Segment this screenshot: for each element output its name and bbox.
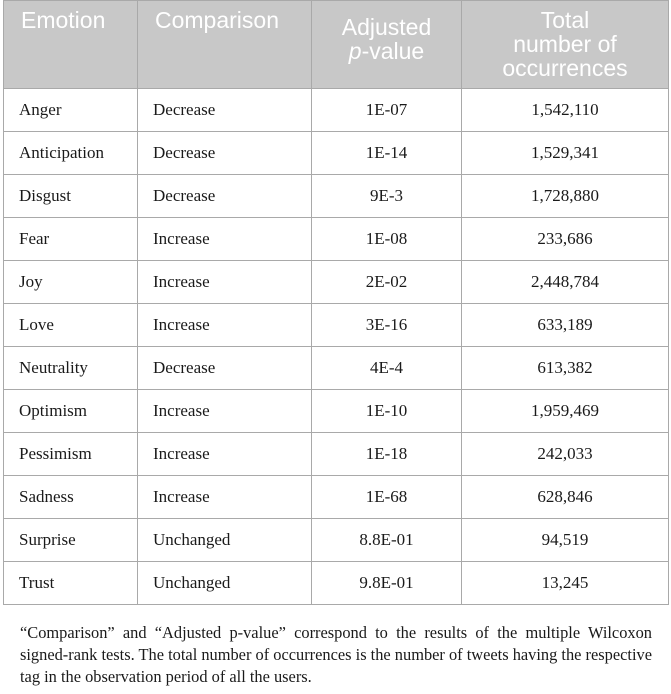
cell-comparison: Increase	[138, 476, 312, 519]
table-row	[4, 132, 669, 175]
cell-emotion: Sadness	[4, 476, 138, 519]
cell-p-value: 1E-10	[312, 390, 462, 433]
table-row	[4, 218, 669, 261]
table-footnote: “Comparison” and “Adjusted p-value” correspond to the results of the multiple Wilcoxon signed-rank tests. The total number of occurrences is the number of tweets having the respective tag in the observation period of all the users.	[20, 623, 652, 686]
cell-comparison: Unchanged	[138, 562, 312, 605]
cell-total: 2,448,784	[462, 261, 669, 304]
header-emotion: Emotion	[4, 1, 138, 89]
cell-total: 94,519	[462, 519, 669, 562]
cell-emotion: Pessimism	[4, 433, 138, 476]
cell-total: 1,529,341	[462, 132, 669, 175]
cell-comparison: Decrease	[138, 89, 312, 132]
cell-comparison: Decrease	[138, 347, 312, 390]
cell-emotion: Disgust	[4, 175, 138, 218]
cell-emotion: Anger	[4, 89, 138, 132]
cell-emotion: Neutrality	[4, 347, 138, 390]
cell-total: 233,686	[462, 218, 669, 261]
cell-emotion: Fear	[4, 218, 138, 261]
cell-p-value: 3E-16	[312, 304, 462, 347]
table-header-row	[4, 1, 669, 89]
cell-total: 633,189	[462, 304, 669, 347]
header-adjusted-rest: -value	[361, 38, 425, 64]
cell-emotion: Joy	[4, 261, 138, 304]
cell-comparison: Unchanged	[138, 519, 312, 562]
cell-comparison: Increase	[138, 218, 312, 261]
header-adjusted-line1: Adjusted	[341, 14, 432, 40]
cell-total: 613,382	[462, 347, 669, 390]
table-row	[4, 476, 669, 519]
cell-total: 13,245	[462, 562, 669, 605]
table-row	[4, 89, 669, 132]
emotion-results-table	[3, 0, 669, 605]
cell-total: 1,542,110	[462, 89, 669, 132]
cell-emotion: Anticipation	[4, 132, 138, 175]
cell-p-value: 8.8E-01	[312, 519, 462, 562]
cell-emotion: Trust	[4, 562, 138, 605]
table-row	[4, 347, 669, 390]
cell-p-value: 9.8E-01	[312, 562, 462, 605]
table-row	[4, 519, 669, 562]
header-adjusted-italic-p: p	[348, 38, 362, 64]
table-row	[4, 175, 669, 218]
header-total-occurrences	[462, 1, 669, 89]
cell-p-value: 1E-08	[312, 218, 462, 261]
header-adjusted-p-value	[312, 1, 462, 89]
header-total-line2: number of	[513, 31, 617, 57]
cell-emotion: Optimism	[4, 390, 138, 433]
cell-emotion: Love	[4, 304, 138, 347]
cell-comparison: Increase	[138, 304, 312, 347]
cell-total: 628,846	[462, 476, 669, 519]
table-row	[4, 304, 669, 347]
cell-p-value: 1E-14	[312, 132, 462, 175]
cell-comparison: Increase	[138, 433, 312, 476]
cell-comparison: Increase	[138, 261, 312, 304]
cell-total: 1,728,880	[462, 175, 669, 218]
table-row	[4, 261, 669, 304]
table-row	[4, 390, 669, 433]
cell-p-value: 1E-18	[312, 433, 462, 476]
cell-p-value: 2E-02	[312, 261, 462, 304]
header-adjusted-line2	[312, 39, 461, 63]
header-total-line1: Total	[540, 7, 590, 33]
cell-emotion: Surprise	[4, 519, 138, 562]
header-comparison: Comparison	[138, 1, 312, 89]
header-total-line3: occurrences	[502, 55, 628, 81]
cell-total: 242,033	[462, 433, 669, 476]
cell-total: 1,959,469	[462, 390, 669, 433]
table-row	[4, 562, 669, 605]
cell-comparison: Increase	[138, 390, 312, 433]
cell-comparison: Decrease	[138, 175, 312, 218]
cell-comparison: Decrease	[138, 132, 312, 175]
cell-p-value: 4E-4	[312, 347, 462, 390]
cell-p-value: 9E-3	[312, 175, 462, 218]
table-row	[4, 433, 669, 476]
cell-p-value: 1E-07	[312, 89, 462, 132]
cell-p-value: 1E-68	[312, 476, 462, 519]
